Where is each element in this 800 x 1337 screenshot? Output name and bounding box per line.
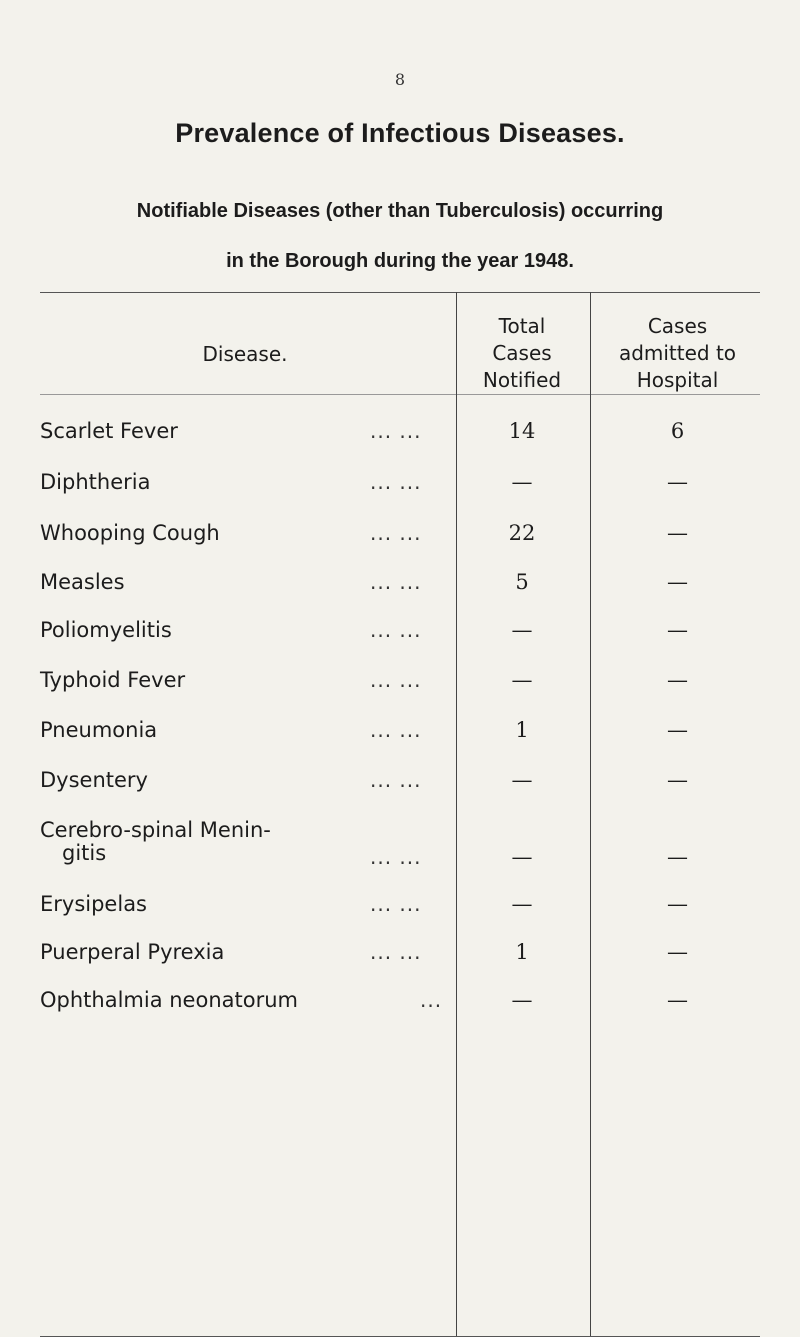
table-row [40,521,760,561]
table-row [40,570,760,610]
header-hospital-line-1: Cases [647,314,708,338]
leader-dots: ... ... [370,419,422,443]
hospital-cases-value: — [667,892,688,916]
disease-name: Diphtheria [40,470,151,494]
hospital-cases-value: — [667,521,688,545]
diseases-table [40,292,760,1012]
leader-dots: ... ... [370,668,422,692]
header-total-cases [461,313,583,394]
disease-name: Whooping Cough [40,521,220,545]
total-cases-value: 1 [515,718,529,742]
hospital-cases-value: — [667,570,688,594]
total-cases-value: — [511,618,533,642]
total-cases-value: 14 [508,419,536,443]
leader-dots: ... ... [370,470,422,494]
hospital-cases-value: — [667,618,688,642]
disease-name: Ophthalmia neonatorum [40,988,298,1012]
total-cases-value: — [511,845,533,869]
total-cases-value: — [511,668,533,692]
header-total-line-3: Notified [482,368,562,392]
table-row [40,718,760,758]
disease-name-line-2: gitis [62,841,107,865]
total-cases-value: 1 [515,940,529,964]
header-total-line-1: Total [498,314,546,338]
total-cases-value: — [511,988,533,1012]
total-cases-value: 5 [515,570,529,594]
hospital-cases-value: — [667,470,688,494]
disease-name: Puerperal Pyrexia [40,940,225,964]
leader-dots: ... ... [370,570,422,594]
hospital-cases-value: — [667,768,688,792]
table-row [40,940,760,980]
table-row [40,419,760,459]
hospital-cases-value: — [667,940,688,964]
table-row [40,818,760,882]
leader-dots: ... ... [370,940,422,964]
table-row [40,988,760,1028]
total-cases-value: — [511,892,533,916]
leader-dots: ... ... [370,718,422,742]
total-cases-value: 22 [508,521,536,545]
header-admitted-hospital [595,313,760,394]
hospital-cases-value: — [667,988,688,1012]
header-hospital-line-3: Hospital [636,368,719,392]
disease-name: Scarlet Fever [40,419,178,443]
disease-name-line-1: Cerebro-spinal Menin- [40,818,271,842]
disease-name: Pneumonia [40,718,158,742]
table-top-rule [40,292,760,293]
disease-name: Typhoid Fever [40,668,186,692]
disease-name: Erysipelas [40,892,147,916]
leader-dots: ... ... [370,521,422,545]
disease-name: Dysentery [40,768,148,792]
table-row [40,470,760,510]
table-row [40,892,760,932]
disease-name: Measles [40,570,125,594]
subtitle-line-2: in the Borough during the year 1948. [226,250,574,272]
leader-dots: ... ... [370,768,422,792]
leader-dots: ... ... [370,618,422,642]
page-title: Prevalence of Infectious Diseases. [175,118,625,148]
header-hospital-line-2: admitted to [618,341,737,365]
page-number: 8 [394,70,406,89]
hospital-cases-value: — [667,718,688,742]
leader-dots: ... ... [370,892,422,916]
subtitle-line-1: Notifiable Diseases (other than Tuberculosis) occurring [136,200,664,222]
header-disease: Disease. [202,342,288,366]
hospital-cases-value: 6 [670,419,685,443]
leader-dots: ... [420,988,443,1012]
table-row [40,768,760,808]
disease-name: Poliomyelitis [40,618,172,642]
total-cases-value: — [511,470,533,494]
header-total-line-2: Cases [492,341,552,365]
table-row [40,618,760,658]
table-row [40,668,760,708]
hospital-cases-value: — [667,845,688,869]
header-bottom-rule [40,394,760,395]
total-cases-value: — [511,768,533,792]
leader-dots: ... ... [370,845,422,869]
hospital-cases-value: — [667,668,688,692]
